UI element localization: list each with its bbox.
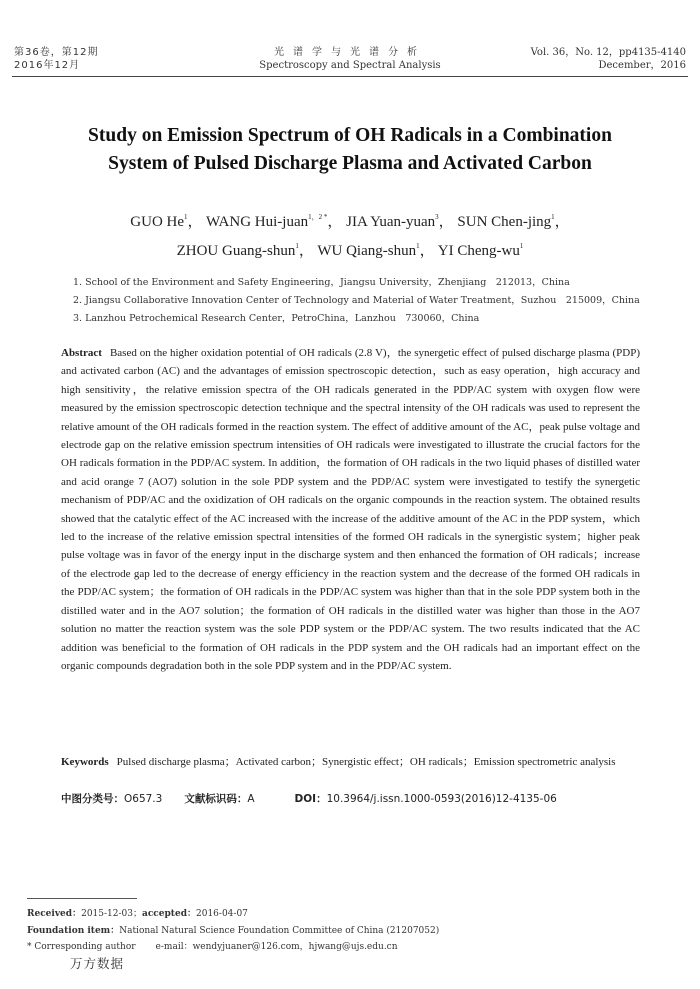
author-separator: ，: [438, 214, 454, 230]
author-affil-mark: 1: [295, 242, 299, 250]
author-affil-mark: 1: [519, 242, 524, 250]
abstract-section: [61, 344, 640, 675]
accepted-value: 2016-04-07: [196, 909, 248, 919]
author-separator: ，: [187, 214, 203, 230]
accepted-label: accepted：: [142, 909, 196, 919]
affiliation-item: 2. Jiangsu Collaborative Innovation Center of Technology and Material of Water Treatment，Suzhou 215009，China: [73, 295, 640, 306]
author-separator: ，: [298, 243, 314, 259]
keywords-label: Keywords: [61, 756, 109, 768]
volume-issue: 第36卷，第12期: [14, 47, 99, 58]
journal-name-zh: 光谱学与光谱分析: [274, 47, 426, 58]
issue-date: 2016年12月: [14, 60, 81, 71]
foundation-value: National Natural Science Foundation Committee of China (21207052): [119, 925, 440, 936]
volume-pages: Vol. 36，No. 12，pp4135-4140: [530, 47, 686, 58]
author-affil-mark: 1: [184, 213, 188, 221]
keywords-section: [61, 754, 640, 771]
author-affil-mark: 3: [435, 213, 439, 221]
author-separator: ，: [327, 214, 343, 230]
doc-code-label: 文献标识码：: [184, 793, 248, 805]
paper-title: [30, 122, 670, 178]
affiliation-list: [73, 274, 640, 328]
affiliation-item: 3. Lanzhou Petrochemical Research Center，PetroChina，Lanzhou 730060，China: [73, 313, 480, 324]
author-name: WU Qiang-shun: [317, 243, 417, 259]
clc-value: O657.3: [124, 793, 163, 805]
author-name: GUO He: [130, 214, 185, 230]
foundation-label: Foundation item：: [27, 925, 120, 936]
doi-label: DOI：: [294, 793, 327, 805]
title-line-2: System of Pulsed Discharge Plasma and Activated Carbon: [108, 153, 592, 174]
author-name: ZHOU Guang-shun: [176, 243, 296, 259]
author-name: YI Cheng-wu: [437, 243, 520, 259]
author-separator: ，: [554, 214, 570, 230]
author-name: WANG Hui-juan: [206, 214, 309, 230]
doc-code-value: A: [247, 793, 255, 805]
received-label: Received：: [27, 909, 82, 919]
abstract-text: Based on the higher oxidation potential of OH radicals (2.8 V)，the synergetic effect of pulsed discharge plasma (PDP) and activated carbon (AC) and the advantages of emission spectroscopic detection，such as easy operation，high accuracy and high sensitivity，the relative emission spectra of the OH radicals generated in the PDP/AC system with oxygen flow were measured by the emission spectroscopic detection technique and the spectral intensity of the OH radicals was used to represent the relative amount of the OH radicals formed in the reaction system. The effect of additive amount of the AC，peak pulse voltage and electrode gap on the relative emission spectrum intensities of OH radicals were investigated to illustrate the crucial factors for the OH radicals formation in the PDP/AC system. In addition，the formation of OH radicals in the two liquid phases of distilled water and acid orange 7 (AO7) solution in the sole PDP system and the PDP/AC system were investigated to testify the synergetic mechanism of PDP/AC and the oxidization of OH radicals on the organic compounds in the reaction system. The obtained results showed that the catalytic effect of the AC increased with the increase of the additive amount of the AC in the PDP system，which led to the increase of the relative emission spectral intensities of the formed OH radicals in the synergistic system；higher peak pulse voltage was in favor of the energy input in the discharge system and then enhanced the formation of OH radicals；increase of the electrode gap led to the decrease of energy efficiency in the reaction system and the decrease of the formed OH radicals in the PDP/AC system；the formation of OH radicals in the PDP/AC system was higher than that in the sole PDP system both in the distilled water and in the AO7 solution；the formation of OH radicals in the distilled water was higher than those in the AO7 solution no matter the reaction system was the sole PDP system or the PDP/AC system. The two results indicated that the AC addition was beneficial to the formation of OH radicals in the PDP system and the OH radicals had an important effect on the organic compounds degradation both in the sole PDP system and in the PDP/AC system.: [61, 347, 640, 672]
foundation-info: [27, 923, 439, 940]
author-line-1: [20, 205, 680, 234]
author-affil-mark: 1: [551, 213, 555, 221]
journal-pages-info: [531, 46, 686, 72]
email-value[interactable]: e-mail：wendyjuaner@126.com，hjwang@ujs.edu.cn: [155, 942, 398, 952]
keywords-text: Pulsed discharge plasma；Activated carbon；Synergistic effect；OH radicals；Emission spectrometric analysis: [116, 756, 616, 768]
corresponding-label: * Corresponding author: [27, 942, 136, 952]
author-name: SUN Chen-jing: [457, 214, 552, 230]
author-list: [20, 205, 680, 263]
clc-label: 中图分类号：: [61, 793, 124, 805]
author-separator: ，: [419, 243, 435, 259]
classification-line: [61, 792, 557, 806]
journal-name-en: Spectroscopy and Spectral Analysis: [259, 60, 441, 71]
title-line-1: Study on Emission Spectrum of OH Radicals in a Combination: [88, 125, 612, 146]
doi-value[interactable]: 10.3964/j.issn.1000-0593(2016)12-4135-06: [326, 793, 557, 805]
footnotes: [27, 906, 439, 956]
author-affil-mark: 1: [416, 242, 420, 250]
author-name: JIA Yuan-yuan: [346, 214, 436, 230]
wanfang-watermark: 万方数据: [70, 956, 125, 971]
abstract-label: Abstract: [61, 347, 102, 359]
affiliation-item: 1. School of the Environment and Safety Engineering，Jiangsu University，Zhenjiang 212013，China: [73, 277, 570, 288]
header-divider: [12, 76, 688, 77]
received-value: 2015-12-03；: [81, 909, 142, 919]
author-affil-mark: 1，2 *: [308, 213, 328, 221]
footnote-divider: [27, 898, 137, 899]
received-dates: [27, 906, 439, 923]
author-line-2: [20, 234, 680, 263]
publish-month: December，2016: [598, 60, 686, 71]
